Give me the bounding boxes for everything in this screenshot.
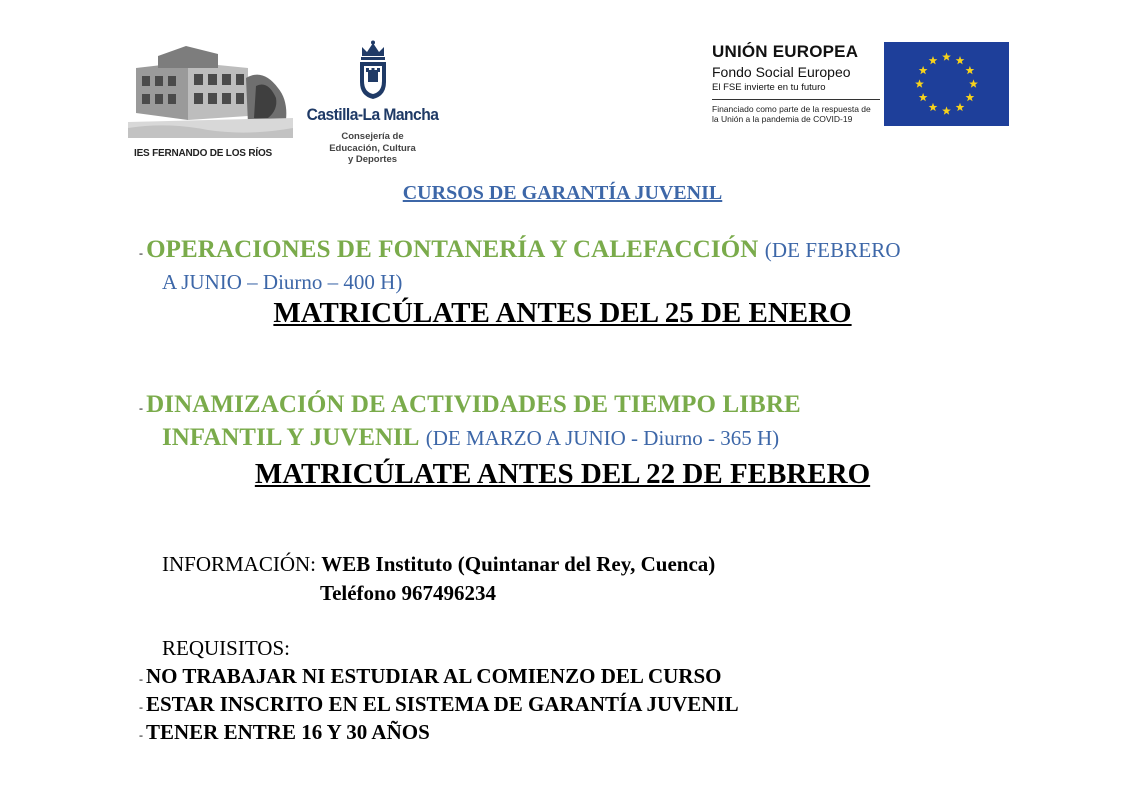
- bullet-dash: -: [139, 401, 144, 415]
- requirement-text: TENER ENTRE 16 Y 30 AÑOS: [146, 720, 430, 744]
- course-2-title-line: [139, 391, 801, 419]
- eu-title: UNIÓN EUROPEA: [712, 42, 859, 61]
- course-1-title: OPERACIONES DE FONTANERÍA Y CALEFACCIÓN: [146, 236, 759, 263]
- bullet-dash: -: [139, 700, 143, 714]
- info-phone: Teléfono 967496234: [320, 581, 496, 605]
- bullet-dash: -: [139, 672, 143, 686]
- clm-dept-line: Consejería de: [341, 131, 404, 142]
- course-1-details-line: [162, 268, 402, 296]
- eu-flag-icon: [884, 42, 1009, 126]
- clm-name: Castilla-La Mancha: [306, 105, 439, 124]
- course-1-title-line: [139, 236, 901, 264]
- eu-fse-logo: [712, 42, 1012, 128]
- eu-note-line: Financiado como parte de la respuesta de: [712, 104, 871, 114]
- course-1-deadline: MATRICÚLATE ANTES DEL 25 DE ENERO: [273, 297, 852, 329]
- school-building-image: [128, 38, 293, 138]
- crown-crest-icon: [356, 40, 390, 100]
- eu-slogan: El FSE invierte en tu futuro: [712, 82, 826, 93]
- bullet-dash: -: [139, 246, 144, 260]
- ies-logo: [128, 38, 296, 166]
- course-1-details-b: A JUNIO – Diurno – 400 H): [162, 270, 403, 294]
- requirement-text: ESTAR INSCRITO EN EL SISTEMA DE GARANTÍA JUVENIL: [146, 692, 739, 716]
- eu-fund: Fondo Social Europeo: [712, 64, 851, 80]
- course-1-details-a: (DE FEBRERO: [764, 238, 901, 262]
- castilla-la-mancha-logo: [300, 40, 445, 170]
- clm-department: [300, 131, 445, 166]
- requirements-label: REQUISITOS:: [162, 636, 290, 660]
- clm-dept-line: Educación, Cultura: [329, 142, 416, 154]
- eu-note-line: la Unión a la pandemia de COVID-19: [712, 114, 853, 124]
- info-web: WEB Instituto (Quintanar del Rey, Cuenca): [321, 552, 716, 576]
- bullet-dash: -: [139, 728, 143, 742]
- course-2-title-line-b: [162, 424, 779, 452]
- course-2-title-a: DINAMIZACIÓN DE ACTIVIDADES DE TIEMPO LIBRE: [146, 391, 801, 418]
- eu-note: [712, 104, 887, 124]
- requirement-item: [139, 664, 721, 689]
- requirement-item: [139, 720, 430, 745]
- course-2-title-b: INFANTIL Y JUVENIL: [162, 424, 420, 451]
- course-2-deadline: MATRICÚLATE ANTES DEL 22 DE FEBRERO: [254, 458, 871, 490]
- requirement-text: NO TRABAJAR NI ESTUDIAR AL COMIENZO DEL CURSO: [146, 664, 722, 688]
- page-heading: CURSOS DE GARANTÍA JUVENIL: [402, 182, 723, 204]
- info-line: [162, 552, 715, 577]
- eu-divider: [712, 99, 880, 100]
- course-2-details: (DE MARZO A JUNIO - Diurno - 365 H): [425, 426, 780, 450]
- requirement-item: [139, 692, 739, 717]
- clm-dept-line: y Deportes: [347, 154, 398, 165]
- info-label: INFORMACIÓN:: [162, 552, 317, 576]
- ies-caption: IES FERNANDO DE LOS RÍOS: [134, 148, 272, 159]
